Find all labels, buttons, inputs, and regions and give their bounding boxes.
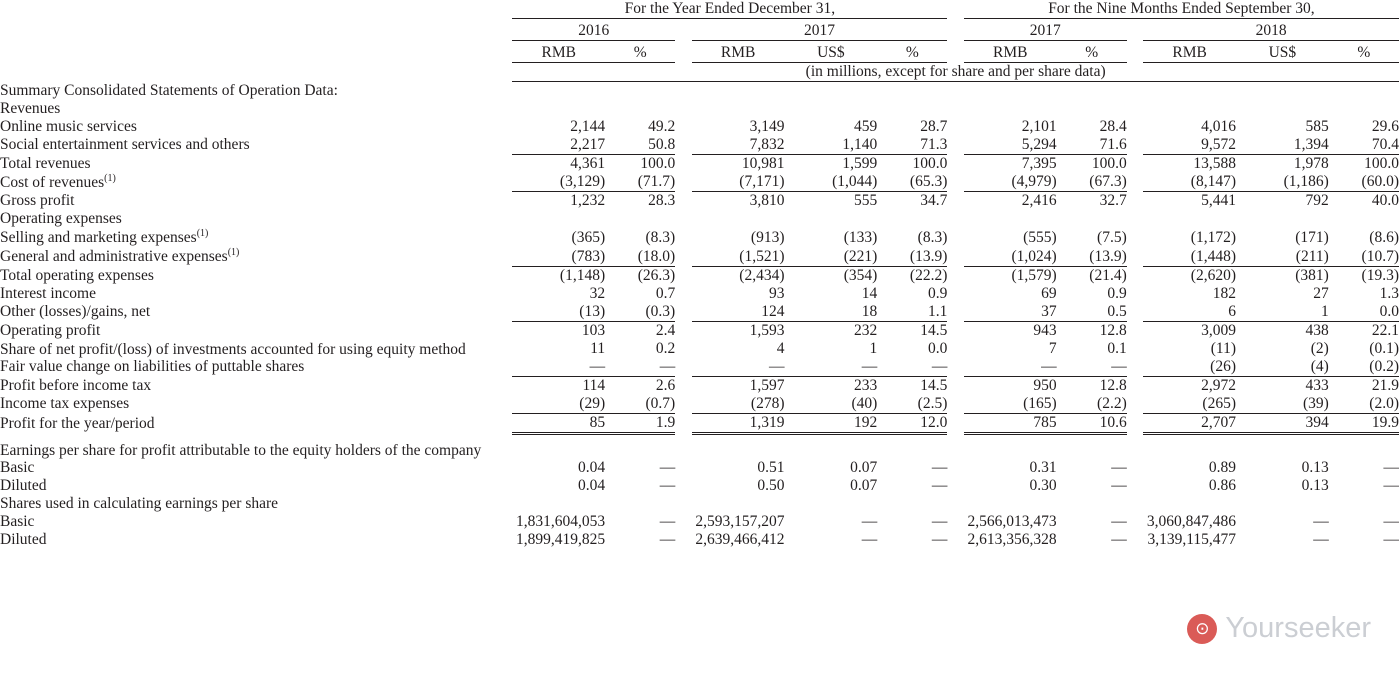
cell: 0.30 <box>1029 477 1057 495</box>
cell: 3,139,115,477 <box>1147 531 1236 549</box>
cell: 1,140 <box>784 136 877 155</box>
cell: (365) <box>571 229 606 247</box>
cell <box>877 100 947 118</box>
cell: 232 <box>854 321 878 339</box>
cell: 1,597 <box>749 376 785 394</box>
table-row <box>0 477 1399 495</box>
cell: 3,009 <box>1201 321 1236 339</box>
header-year-2018-9m: 2018 <box>1143 22 1399 41</box>
row-label: Cost of revenues$^{(1)}$ <box>0 172 116 191</box>
cell: 1,394 <box>1236 136 1329 155</box>
cell: 0.51 <box>757 459 785 477</box>
cell: 21.9 <box>1371 376 1399 394</box>
cell: 10,981 <box>741 154 785 172</box>
cell <box>512 100 605 118</box>
cell: 0.86 <box>1208 477 1236 495</box>
col-head-usd-2018-9m: US$ <box>1236 44 1329 63</box>
cell <box>1329 100 1399 118</box>
col-head-pct-2017: % <box>877 44 947 63</box>
cell: (221) <box>784 247 877 266</box>
cell: 2,144 <box>570 117 606 135</box>
cell: 0.7 <box>655 284 676 302</box>
col-head-pct-2016: % <box>605 44 675 63</box>
row-label: Interest income <box>0 284 96 302</box>
cell: 70.4 <box>1329 136 1399 155</box>
cell: (1,172) <box>1190 229 1236 247</box>
table-row <box>0 413 1399 433</box>
cell: 2,566,013,473 <box>967 513 1057 531</box>
cell: — <box>877 358 947 377</box>
cell: 0.0 <box>1329 303 1399 322</box>
header-row-units <box>0 63 1399 82</box>
cell <box>1143 100 1236 118</box>
cell: 29.6 <box>1371 117 1399 135</box>
cell <box>964 100 1057 118</box>
cell: 459 <box>854 117 878 135</box>
cell: (67.3) <box>1057 173 1127 192</box>
row-label: Earnings per share for profit attributable to the equity holders of the company <box>0 441 482 459</box>
cell: 2,707 <box>1143 413 1236 433</box>
cell: — <box>605 358 675 377</box>
cell: 7,832 <box>692 136 785 155</box>
cell: — <box>931 477 948 495</box>
cell: 11 <box>590 339 606 357</box>
cell: (0.3) <box>605 303 675 322</box>
table-row <box>0 395 1399 414</box>
cell: — <box>1057 358 1127 377</box>
cell: 14 <box>861 284 878 302</box>
table-row <box>0 340 1399 358</box>
cell: — <box>1383 531 1399 549</box>
header-year-2017-fy: 2017 <box>692 22 948 41</box>
cell: 0.13 <box>1301 477 1329 495</box>
cell: 585 <box>1305 117 1329 135</box>
cell: 18 <box>784 303 877 322</box>
cell: (0.2) <box>1329 358 1399 377</box>
col-head-rmb-2017-9m: RMB <box>964 44 1057 63</box>
cell: (1,024) <box>964 247 1057 266</box>
cell: (265) <box>1143 395 1236 414</box>
cell: 4,361 <box>570 154 606 172</box>
table-row <box>0 459 1399 477</box>
cell: (26.3) <box>637 266 676 284</box>
cell: 2,972 <box>1201 376 1236 394</box>
row-label: Selling and marketing expenses$^{(1)}$ <box>0 228 209 247</box>
row-label: Income tax expenses <box>0 395 130 413</box>
cell: 71.6 <box>1057 136 1127 155</box>
table-row <box>0 358 1399 377</box>
cell: 555 <box>854 192 878 210</box>
row-label: Total operating expenses <box>0 266 154 284</box>
cell: 1 <box>1236 303 1329 322</box>
row-label: Fair value change on liabilities of puttable shares <box>0 358 305 376</box>
cell: 0.89 <box>1208 459 1236 477</box>
cell: 4 <box>776 339 785 357</box>
cell: 2,217 <box>512 136 605 155</box>
cell: 3,810 <box>749 192 785 210</box>
cell: 0.04 <box>578 459 606 477</box>
cell: 1.9 <box>605 413 675 433</box>
header-year-2017-9m: 2017 <box>964 22 1127 41</box>
cell: (171) <box>1295 229 1329 247</box>
cell: 100.0 <box>912 154 948 172</box>
cell: 0.31 <box>1029 459 1057 477</box>
cell: 0.04 <box>578 477 606 495</box>
cell: (13.9) <box>1057 247 1127 266</box>
table-row <box>0 247 1399 266</box>
cell: 114 <box>582 376 606 394</box>
cell: — <box>931 531 948 549</box>
table-row <box>0 266 1399 285</box>
cell: (133) <box>843 229 878 247</box>
cell: 103 <box>581 321 606 339</box>
table-row <box>0 321 1399 340</box>
cell: 1,599 <box>842 154 878 172</box>
col-head-pct-2017-9m: % <box>1057 44 1127 63</box>
cell: 14.5 <box>920 321 948 339</box>
table-row <box>0 531 1399 549</box>
cell: (11) <box>1210 339 1236 357</box>
cell: (0.1) <box>1369 339 1399 357</box>
cell: (19.3) <box>1361 266 1399 284</box>
cell: (10.7) <box>1329 247 1399 266</box>
table-row <box>0 442 1399 459</box>
cell: 5,441 <box>1201 192 1236 210</box>
cell: 28.3 <box>648 192 676 210</box>
row-label: General and administrative expenses$^{(1)}$ <box>0 247 240 266</box>
cell: (913) <box>750 229 785 247</box>
cell: 12.0 <box>877 413 947 433</box>
cell: 32 <box>589 284 606 302</box>
cell: (7,171) <box>692 173 785 192</box>
cell: — <box>1111 531 1127 549</box>
table-row <box>0 513 1399 531</box>
cell: 0.07 <box>850 477 878 495</box>
cell: 2,416 <box>1021 192 1057 210</box>
row-label: Diluted <box>0 477 47 495</box>
cell: — <box>659 477 676 495</box>
cell: (29) <box>512 395 605 414</box>
cell: (3,129) <box>512 173 605 192</box>
cell: — <box>1313 513 1329 531</box>
cell: 100.0 <box>1364 154 1399 172</box>
cell: 1,319 <box>692 413 785 433</box>
header-row-groups <box>0 0 1399 19</box>
col-head-rmb-2018-9m: RMB <box>1143 44 1236 63</box>
table-row <box>0 154 1399 173</box>
cell: 12.8 <box>1099 321 1127 339</box>
row-label: Basic <box>0 459 35 477</box>
header-row-columns <box>0 44 1399 63</box>
cell: 50.8 <box>605 136 675 155</box>
cell: 69 <box>1041 284 1057 302</box>
cell: (783) <box>512 247 605 266</box>
cell: 1.1 <box>877 303 947 322</box>
cell: (1,186) <box>1236 173 1329 192</box>
cell: (211) <box>1236 247 1329 266</box>
cell: — <box>1111 459 1127 477</box>
cell: 1,978 <box>1293 154 1329 172</box>
cell: (22.2) <box>909 266 948 284</box>
cell: (2.2) <box>1057 395 1127 414</box>
cell: — <box>659 531 676 549</box>
cell: (26) <box>1143 358 1236 377</box>
cell: — <box>1313 531 1329 549</box>
cell: — <box>1111 513 1127 531</box>
table-row <box>0 495 1399 513</box>
cell: (65.3) <box>877 173 947 192</box>
cell <box>605 100 675 118</box>
cell: 3,060,847,486 <box>1146 513 1236 531</box>
section-title: Summary Consolidated Statements of Operation Data: <box>0 81 338 99</box>
cell: 1.3 <box>1379 284 1399 302</box>
cell: 9,572 <box>1143 136 1236 155</box>
cell: 14.5 <box>920 376 948 394</box>
table-row <box>0 303 1399 322</box>
cell: — <box>861 513 878 531</box>
table-row <box>0 210 1399 228</box>
watermark-text: Yourseeker <box>1225 612 1371 644</box>
table-row <box>0 173 1399 192</box>
cell: 2.4 <box>655 321 676 339</box>
cell <box>1057 100 1127 118</box>
row-label: Operating expenses <box>0 210 122 228</box>
cell: 49.2 <box>648 117 676 135</box>
cell: 85 <box>512 413 605 433</box>
cell: 0.50 <box>757 477 785 495</box>
cell: 943 <box>1033 321 1057 339</box>
cell: (8.3) <box>645 229 676 247</box>
cell: 2.6 <box>655 376 676 394</box>
cell: — <box>1111 477 1127 495</box>
cell: 71.3 <box>877 136 947 155</box>
col-head-rmb-2016: RMB <box>512 44 605 63</box>
cell: 34.7 <box>920 192 948 210</box>
cell: 19.9 <box>1329 413 1399 433</box>
cell: (21.4) <box>1089 266 1127 284</box>
header-group-nine-months: For the Nine Months Ended September 30, <box>964 0 1399 19</box>
cell: (1,579) <box>1011 266 1057 284</box>
table-row <box>0 118 1399 136</box>
cell: 28.7 <box>920 117 948 135</box>
cell: 1,899,419,825 <box>516 531 606 549</box>
col-head-rmb-2017: RMB <box>692 44 785 63</box>
cell: 0.5 <box>1057 303 1127 322</box>
watermark <box>1187 612 1371 645</box>
cell: 0.9 <box>928 284 948 302</box>
cell: (18.0) <box>605 247 675 266</box>
cell: (2) <box>1310 339 1329 357</box>
cell: 0.07 <box>850 459 878 477</box>
watermark-logo-icon: ⊙ <box>1187 614 1217 644</box>
row-label: Total revenues <box>0 154 91 172</box>
cell: (2,620) <box>1190 266 1236 284</box>
cell: 22.1 <box>1371 321 1399 339</box>
row-label: Social entertainment services and others <box>0 136 250 153</box>
cell: — <box>931 513 948 531</box>
cell: (381) <box>1295 266 1329 284</box>
header-row-years <box>0 22 1399 41</box>
cell: 2,639,466,412 <box>695 531 785 549</box>
cell: (39) <box>1236 395 1329 414</box>
cell: 1,232 <box>570 192 606 210</box>
cell: 6 <box>1143 303 1236 322</box>
cell: 5,294 <box>964 136 1057 155</box>
cell: 1 <box>869 339 878 357</box>
row-label: Diluted <box>0 531 47 549</box>
row-label: Shares used in calculating earnings per share <box>0 495 279 513</box>
cell: 2,101 <box>1021 117 1057 135</box>
cell: (2,434) <box>739 266 785 284</box>
cell: (8,147) <box>1143 173 1236 192</box>
cell: — <box>964 358 1057 377</box>
cell: — <box>512 358 605 377</box>
cell: 433 <box>1305 376 1329 394</box>
row-spacer <box>0 433 1399 442</box>
cell: 100.0 <box>1091 154 1127 172</box>
row-label: Online music services <box>0 117 137 135</box>
cell: 394 <box>1236 413 1329 433</box>
cell: (7.5) <box>1097 229 1127 247</box>
cell <box>784 100 877 118</box>
table-row <box>0 285 1399 303</box>
col-head-usd-2017: US$ <box>784 44 877 63</box>
cell: 0.1 <box>1107 339 1127 357</box>
row-label: Basic <box>0 513 35 531</box>
cell: 0.13 <box>1301 459 1329 477</box>
row-label: Operating profit <box>0 321 101 339</box>
table-row <box>0 136 1399 155</box>
cell: 182 <box>1212 284 1236 302</box>
cell: 4,016 <box>1201 117 1236 135</box>
cell: (60.0) <box>1329 173 1399 192</box>
cell: (71.7) <box>605 173 675 192</box>
cell: — <box>1383 513 1399 531</box>
cell: 10.6 <box>1057 413 1127 433</box>
cell: — <box>1383 459 1399 477</box>
table-row <box>0 376 1399 395</box>
row-label: Other (losses)/gains, net <box>0 303 151 321</box>
cell: (354) <box>843 266 878 284</box>
units-note: (in millions, except for share and per share data) <box>512 63 1399 82</box>
row-label: Revenues <box>0 99 61 117</box>
cell: (40) <box>784 395 877 414</box>
cell: — <box>659 459 676 477</box>
cell: 2,593,157,207 <box>695 513 785 531</box>
cell: (13) <box>512 303 605 322</box>
cell: (8.3) <box>917 229 948 247</box>
cell: — <box>784 358 877 377</box>
table-row <box>0 192 1399 211</box>
cell: 0.9 <box>1107 284 1127 302</box>
cell: 40.0 <box>1371 192 1399 210</box>
cell: 0.2 <box>655 339 676 357</box>
cell: (1,148) <box>559 266 606 284</box>
cell: 2,613,356,328 <box>967 531 1057 549</box>
cell: 3,149 <box>749 117 785 135</box>
cell: 7 <box>1048 339 1057 357</box>
cell: (4,979) <box>964 173 1057 192</box>
cell: 1,593 <box>749 321 785 339</box>
row-label: Profit for the year/period <box>0 415 155 433</box>
cell: 28.4 <box>1099 117 1127 135</box>
cell: 192 <box>784 413 877 433</box>
cell: — <box>659 513 676 531</box>
cell: 12.8 <box>1099 376 1127 394</box>
cell: (1,044) <box>784 173 877 192</box>
cell: 100.0 <box>640 154 676 172</box>
table-row <box>0 100 1399 118</box>
cell: 27 <box>1313 284 1329 302</box>
cell: 792 <box>1305 192 1329 210</box>
cell: (278) <box>692 395 785 414</box>
row-label: Share of net profit/(loss) of investments accounted for using equity method <box>0 340 466 358</box>
cell: — <box>861 531 878 549</box>
cell: (13.9) <box>877 247 947 266</box>
cell: — <box>692 358 785 377</box>
row-label: Profit before income tax <box>0 376 152 394</box>
cell: (2.5) <box>877 395 947 414</box>
cell: 438 <box>1305 321 1329 339</box>
cell <box>692 100 785 118</box>
cell: (4) <box>1236 358 1329 377</box>
cell: (555) <box>1023 229 1057 247</box>
cell: — <box>931 459 948 477</box>
cell: 37 <box>964 303 1057 322</box>
header-group-year: For the Year Ended December 31, <box>512 0 947 19</box>
table-row <box>0 228 1399 247</box>
cell: (8.6) <box>1369 229 1399 247</box>
cell: 13,588 <box>1193 154 1236 172</box>
row-label: Gross profit <box>0 192 75 210</box>
cell: (2.0) <box>1329 395 1399 414</box>
cell: 124 <box>692 303 785 322</box>
cell <box>1236 100 1329 118</box>
cell: 950 <box>1033 376 1057 394</box>
cell: (165) <box>964 395 1057 414</box>
cell: 32.7 <box>1099 192 1127 210</box>
section-title-row <box>0 82 1399 100</box>
cell: 233 <box>854 376 878 394</box>
cell: (1,521) <box>692 247 785 266</box>
cell: — <box>1383 477 1399 495</box>
cell: 0.0 <box>928 339 948 357</box>
cell: 7,395 <box>1021 154 1057 172</box>
col-head-pct-2018-9m: % <box>1329 44 1399 63</box>
header-year-2016: 2016 <box>512 22 675 41</box>
cell: (1,448) <box>1143 247 1236 266</box>
cell: 785 <box>964 413 1057 433</box>
cell: 93 <box>768 284 785 302</box>
cell: 1,831,604,053 <box>516 513 606 531</box>
cell: (0.7) <box>605 395 675 414</box>
